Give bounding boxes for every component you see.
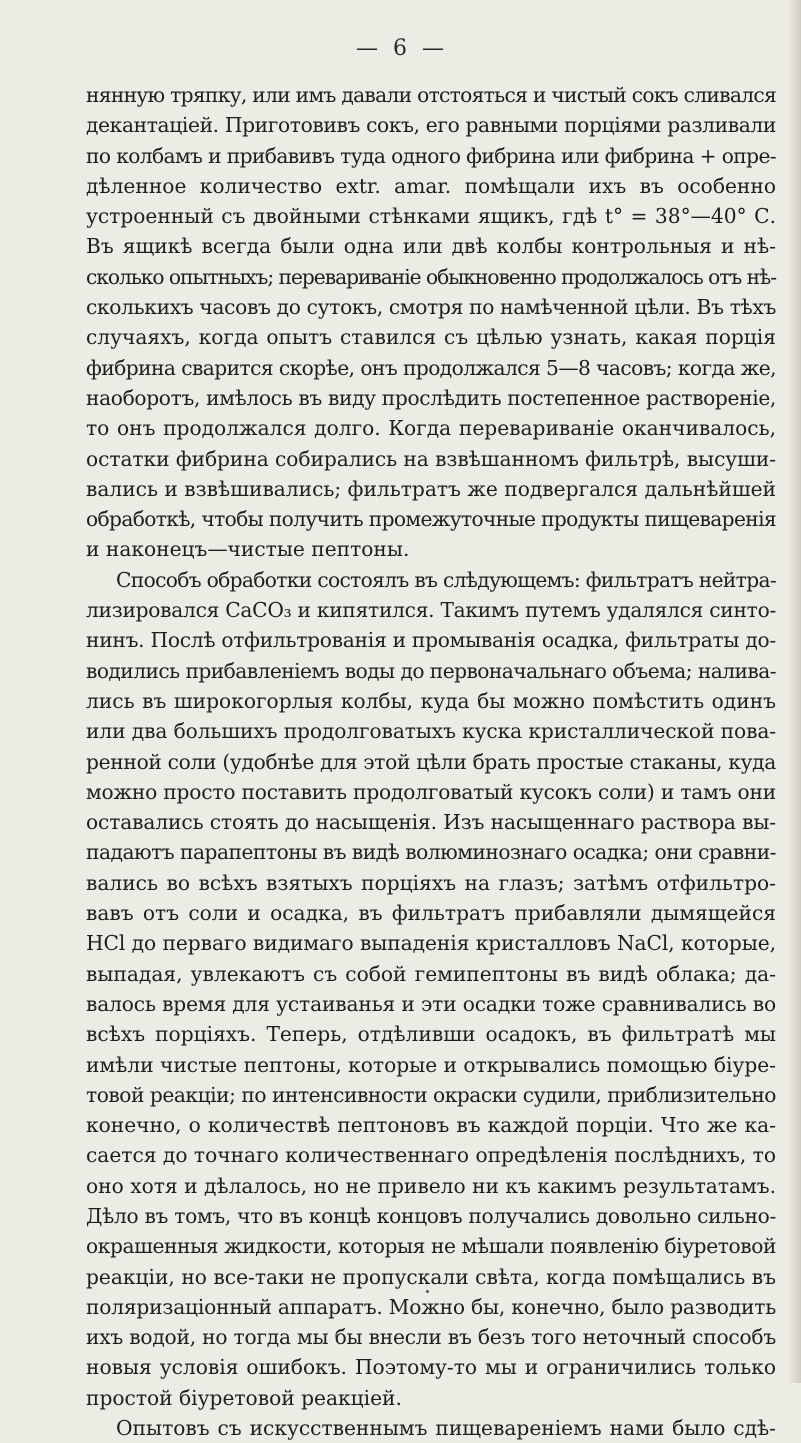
- text-line: лись въ широкогорлыя колбы, куда бы можно помѣстить одинъ: [86, 688, 776, 713]
- text-line: окрашенныя жидкости, которыя не мѣшали появленію біуретовой: [86, 1234, 776, 1259]
- text-line: выпадая, увлекаютъ съ собой гемипептоны въ видѣ облака; да-: [86, 961, 776, 986]
- text-line: то онъ продолжался долго. Когда перевариваніе оканчивалось,: [86, 416, 776, 441]
- text-line: сколькихъ часовъ до сутокъ, смотря по намѣченной цѣли. Въ тѣхъ: [86, 295, 776, 320]
- page-number-dash-right: —: [422, 36, 445, 61]
- text-line: валось время для устаиванья и эти осадки тоже сравнивались во: [86, 991, 776, 1016]
- paragraph-end-line: простой біуретовой реакціей.: [86, 1385, 402, 1410]
- text-line: реакціи, но все-таки не пропускали свѣта, когда помѣщались въ: [86, 1264, 776, 1289]
- text-line: вались во всѣхъ взятыхъ порціяхъ на глазъ; затѣмъ отфильтро-: [86, 870, 776, 895]
- text-line: всѣхъ порціяхъ. Теперь, отдѣливши осадокъ, въ фильтратѣ мы: [86, 1022, 776, 1047]
- text-line: лизировался CaCO₃ и кипятился. Такимъ путемъ удалялся синто-: [86, 598, 776, 623]
- text-line: ренной соли (удобнѣе для этой цѣли брать простые стаканы, куда: [86, 749, 776, 774]
- text-line: остатки фибрина собирались на взвѣшанномъ фильтрѣ, высуши-: [86, 446, 776, 471]
- text-line: конечно, о количествѣ пептоновъ въ каждой порціи. Что же ка-: [86, 1113, 776, 1138]
- text-line: имѣли чистые пептоны, которые и открывались помощью біуре-: [86, 1052, 776, 1077]
- text-line: обработкѣ, чтобы получить промежуточные продукты пищеваренія: [86, 507, 776, 532]
- text-line: декантаціей. Приготовивъ сокъ, его равными порціями разливали: [86, 113, 776, 138]
- text-line: нинъ. Послѣ отфильтрованія и промыванія осадка, фильтраты до-: [86, 628, 776, 653]
- text-line: Въ ящикѣ всегда были одна или двѣ колбы контрольныя и нѣ-: [86, 234, 776, 259]
- text-line: или два большихъ продолговатыхъ куска кристаллической пова-: [86, 719, 776, 744]
- text-line: HCl до перваго видимаго выпаденія кристалловъ NaCl, которые,: [86, 931, 776, 956]
- text-line: можно просто поставить продолговатый кусокъ соли) и тамъ они: [86, 779, 776, 804]
- text-line: случаяхъ, когда опытъ ставился съ цѣлью узнать, какая порція: [86, 325, 776, 350]
- text-line: сается до точнаго количественнаго опредѣленія послѣднихъ, то: [86, 1143, 776, 1168]
- text-line: новыя условія ошибокъ. Поэтому-то мы и ограничились только: [86, 1355, 776, 1380]
- text-line: падаютъ парапептоны въ видѣ волюминознаго осадка; они сравни-: [86, 840, 776, 865]
- text-line: оставались стоять до насыщенія. Изъ насыщеннаго раствора вы-: [86, 810, 776, 835]
- text-line: фибрина сварится скорѣе, онъ продолжался 5—8 часовъ; когда же,: [86, 355, 776, 380]
- ink-speck: [426, 1290, 429, 1293]
- page-number: 6: [393, 36, 408, 61]
- text-line: дѣленное количество extr. amar. помѣщали ихъ въ особенно: [86, 173, 776, 198]
- text-line: нянную тряпку, или имъ давали отстояться и чистый сокъ сливался: [86, 83, 776, 107]
- paragraph-start-line: Опытовъ съ искусственнымъ пищевареніемъ нами было сдѣ-: [116, 1416, 776, 1441]
- text-line: по колбамъ и прибавивъ туда одного фибрина или фибрина + опре-: [86, 143, 776, 168]
- page-number-dash-left: —: [356, 36, 379, 61]
- text-line: ихъ водой, но тогда мы бы внесли въ безъ того неточный способъ: [86, 1325, 776, 1350]
- page-edge-shadow: [787, 0, 801, 1383]
- text-line: товой реакціи; по интенсивности окраски судили, приблизительно: [86, 1082, 776, 1107]
- text-line: оно хотя и дѣлалось, но не привело ни къ какимъ результатамъ.: [86, 1173, 776, 1198]
- text-line: вавъ отъ соли и осадка, въ фильтратъ прибавляли дымящейся: [86, 901, 776, 926]
- text-line: устроенный съ двойными стѣнками ящикъ, гдѣ t° = 38°—40° С.: [86, 204, 776, 229]
- paragraph-end-line: и наконецъ—чистые пептоны.: [86, 537, 410, 562]
- text-line: вались и взвѣшивались; фильтратъ же подвергался дальнѣйшей: [86, 476, 776, 501]
- body-text: [86, 80, 776, 1443]
- text-line: поляризаціонный аппаратъ. Можно бы, конечно, было разводить: [86, 1294, 776, 1319]
- page-number-header: [0, 36, 801, 61]
- text-line: водились прибавленіемъ воды до первоначальнаго объема; налива-: [86, 658, 776, 683]
- text-line: сколько опытныхъ; перевариваніе обыкновенно продолжалось отъ нѣ-: [86, 264, 776, 289]
- text-line: наоборотъ, имѣлось въ виду прослѣдить постепенное раствореніе,: [86, 385, 776, 410]
- paragraph-start-line: Способъ обработки состоялъ въ слѣдующемъ: фильтратъ нейтра-: [116, 567, 776, 592]
- text-line: Дѣло въ томъ, что въ концѣ концовъ получались довольно сильно-: [86, 1203, 776, 1228]
